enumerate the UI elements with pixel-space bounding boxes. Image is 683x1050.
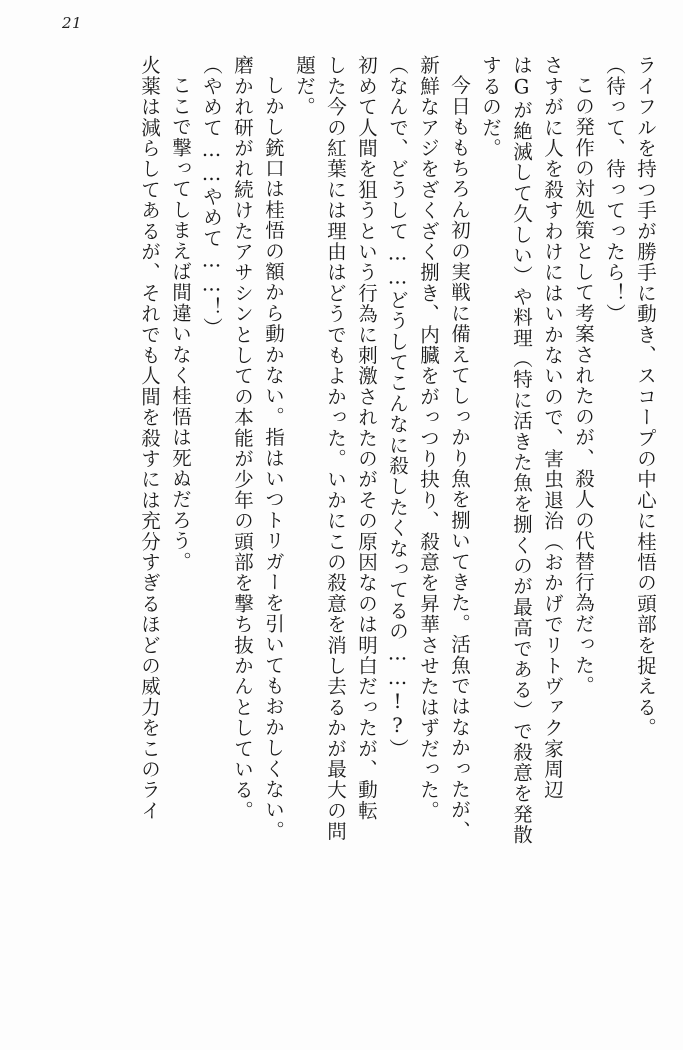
text-line: （なんで、どうして……どうしてこんなに殺したくなってるの……!?） (386, 55, 409, 760)
text-line: した今の紅葉には理由はどうでもよかった。いかにこの殺意を消し去るかが最大の問 (324, 55, 347, 842)
text-line: するのだ。 (479, 55, 502, 159)
text-line: 新鮮なアジをざくざく捌き、内臓をがっつり抉り、殺意を昇華させたはずだった。 (417, 55, 440, 821)
text-line: 題だ。 (293, 55, 316, 118)
text-line: 今日ももちろん初の実戦に備えてしっかり魚を捌いてきた。活魚ではなかったが、 (448, 75, 471, 841)
text-line: 火薬は減らしてあるが、それでも人間を殺すには充分すぎるほどの威力をこのライ (138, 55, 161, 821)
text-line: さすがに人を殺すわけにはいかないので、害虫退治（おかげでリトヴァク家周辺 (541, 55, 564, 801)
vertical-text-body (30, 55, 655, 1020)
text-line: 初めて人間を狙うという行為に刺激されたのがその原因なのは明白だったが、動転 (355, 55, 378, 821)
text-line: ここで撃ってしまえば間違いなく桂悟は死ぬだろう。 (169, 75, 192, 572)
page-number: 21 (62, 14, 83, 32)
text-line: はGが絶滅して久しい）や料理（特に活きた魚を捌くのが最高である）で殺意を発散 (510, 55, 533, 846)
text-line: （やめて……やめて……！） (200, 55, 223, 339)
text-line: 磨かれ研がれ続けたアサシンとしての本能が少年の頭部を撃ち抜かんとしている。 (231, 55, 254, 821)
text-line: ライフルを持つ手が勝手に動き、スコープの中心に桂悟の頭部を捉える。 (634, 55, 657, 739)
text-line: しかし銃口は桂悟の額から動かない。指はいつトリガーを引いてもおかしくない。 (262, 75, 285, 841)
text-line: （待って、待ってったら！） (603, 55, 626, 325)
text-line: この発作の対処策として考案されたのが、殺人の代替行為だった。 (572, 75, 595, 696)
